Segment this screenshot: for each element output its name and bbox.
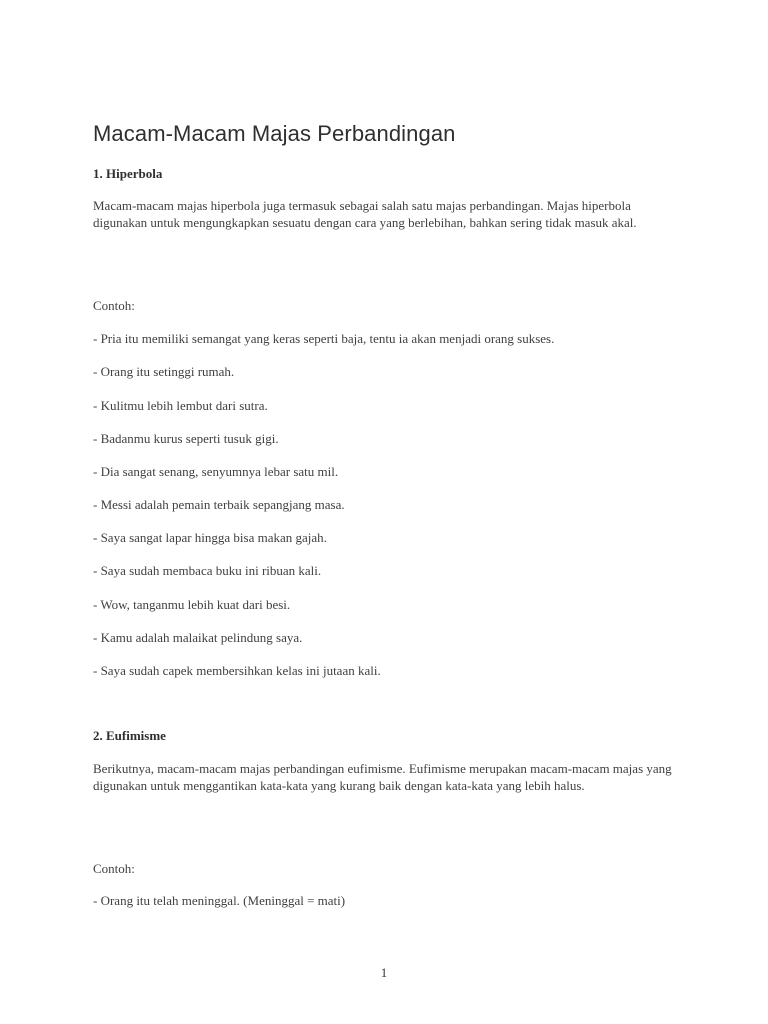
- examples-label: Contoh:: [93, 298, 135, 313]
- example-item: - Saya sudah capek membersihkan kelas ini jutaan kali.: [93, 663, 381, 678]
- example-item: - Saya sangat lapar hingga bisa makan gajah.: [93, 530, 327, 545]
- section-heading-hiperbola: 1. Hiperbola: [93, 166, 163, 181]
- example-item: - Orang itu telah meninggal. (Meninggal = mati): [93, 893, 346, 908]
- example-item: - Wow, tanganmu lebih kuat dari besi.: [93, 597, 291, 612]
- example-item: - Kulitmu lebih lembut dari sutra.: [93, 398, 268, 413]
- example-item: - Badanmu kurus seperti tusuk gigi.: [93, 431, 279, 446]
- examples-label: Contoh:: [93, 861, 135, 876]
- page-number: 1: [380, 965, 388, 980]
- example-item: - Dia sangat senang, senyumnya lebar satu mil.: [93, 464, 339, 479]
- page-title: Macam-Macam Majas Perbandingan: [93, 121, 456, 146]
- example-item: - Kamu adalah malaikat pelindung saya.: [93, 630, 303, 645]
- example-item: - Orang itu setinggi rumah.: [93, 364, 235, 379]
- example-item: - Messi adalah pemain terbaik sepangjang masa.: [93, 497, 345, 512]
- example-item: - Pria itu memiliki semangat yang keras seperti baja, tentu ia akan menjadi orang sukses.: [93, 331, 555, 346]
- section-intro-eufimisme: Berikutnya, macam-macam majas perbandingan eufimisme. Eufimisme merupakan macam-macam majas yang digunakan untuk menggantikan kata-kata yang kurang baik dengan kata-kata yang lebih halus.: [93, 761, 672, 793]
- example-item: - Saya sudah membaca buku ini ribuan kali.: [93, 563, 322, 578]
- section-intro-hiperbola: Macam-macam majas hiperbola juga termasuk sebagai salah satu majas perbandingan. Majas hiperbola digunakan untuk mengungkapkan sesuatu dengan cara yang berlebihan, bahkan sering tidak masuk akal.: [93, 198, 637, 230]
- section-heading-eufimisme: 2. Eufimisme: [93, 728, 166, 743]
